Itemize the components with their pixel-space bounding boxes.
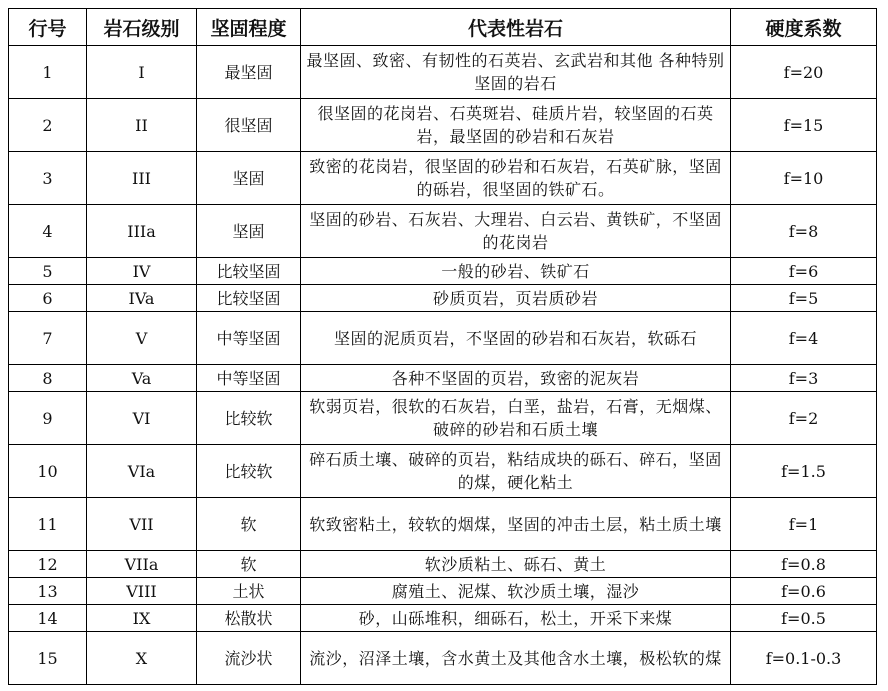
row-number: 6 xyxy=(9,285,87,312)
representative-rocks: 坚固的泥质页岩，不坚固的砂岩和石灰岩，软砾石 xyxy=(301,312,731,365)
row-number: 2 xyxy=(9,99,87,152)
table-row xyxy=(9,312,877,365)
rock-grade: I xyxy=(87,46,197,99)
header-representative-rocks: 代表性岩石 xyxy=(301,9,731,46)
representative-rocks: 各种不坚固的页岩，致密的泥灰岩 xyxy=(301,365,731,392)
rock-grade: IV xyxy=(87,258,197,285)
rock-grade: VII xyxy=(87,498,197,551)
strength: 软 xyxy=(197,551,301,578)
strength: 土状 xyxy=(197,578,301,605)
rock-grade: VIIa xyxy=(87,551,197,578)
hardness-coefficient: f=10 xyxy=(731,152,877,205)
table-row xyxy=(9,285,877,312)
strength: 坚固 xyxy=(197,152,301,205)
table-row xyxy=(9,445,877,498)
hardness-coefficient: f=1.5 xyxy=(731,445,877,498)
hardness-coefficient: f=6 xyxy=(731,258,877,285)
strength: 很坚固 xyxy=(197,99,301,152)
strength: 中等坚固 xyxy=(197,365,301,392)
strength: 比较坚固 xyxy=(197,285,301,312)
representative-rocks: 砂，山砾堆积，细砾石，松土，开采下来煤 xyxy=(301,605,731,632)
rock-grade: V xyxy=(87,312,197,365)
strength: 最坚固 xyxy=(197,46,301,99)
row-number: 13 xyxy=(9,578,87,605)
row-number: 5 xyxy=(9,258,87,285)
row-number: 14 xyxy=(9,605,87,632)
hardness-coefficient: f=20 xyxy=(731,46,877,99)
rock-grade: IVa xyxy=(87,285,197,312)
rock-grade: X xyxy=(87,632,197,685)
hardness-coefficient: f=0.8 xyxy=(731,551,877,578)
table-row xyxy=(9,99,877,152)
rock-grade: Va xyxy=(87,365,197,392)
representative-rocks: 很坚固的花岗岩、石英斑岩、硅质片岩，较坚固的石英岩，最坚固的砂岩和石灰岩 xyxy=(301,99,731,152)
table-row xyxy=(9,392,877,445)
rock-grade: VIII xyxy=(87,578,197,605)
rock-grade: II xyxy=(87,99,197,152)
table-row xyxy=(9,498,877,551)
row-number: 9 xyxy=(9,392,87,445)
row-number: 7 xyxy=(9,312,87,365)
rock-grade: VI xyxy=(87,392,197,445)
representative-rocks: 碎石质土壤、破碎的页岩，粘结成块的砾石、碎石，坚固的煤，硬化粘土 xyxy=(301,445,731,498)
rock-grade: VIa xyxy=(87,445,197,498)
table-row xyxy=(9,551,877,578)
row-number: 8 xyxy=(9,365,87,392)
table-row xyxy=(9,152,877,205)
hardness-coefficient: f=0.1-0.3 xyxy=(731,632,877,685)
strength: 比较软 xyxy=(197,445,301,498)
representative-rocks: 腐殖土、泥煤、软沙质土壤，湿沙 xyxy=(301,578,731,605)
header-rock-grade: 岩石级别 xyxy=(87,9,197,46)
hardness-coefficient: f=0.6 xyxy=(731,578,877,605)
strength: 比较坚固 xyxy=(197,258,301,285)
strength: 坚固 xyxy=(197,205,301,258)
row-number: 11 xyxy=(9,498,87,551)
rock-grade: IIIa xyxy=(87,205,197,258)
hardness-coefficient: f=8 xyxy=(731,205,877,258)
table-row xyxy=(9,605,877,632)
hardness-coefficient: f=15 xyxy=(731,99,877,152)
representative-rocks: 砂质页岩，页岩质砂岩 xyxy=(301,285,731,312)
strength: 流沙状 xyxy=(197,632,301,685)
row-number: 15 xyxy=(9,632,87,685)
table-row xyxy=(9,365,877,392)
representative-rocks: 致密的花岗岩，很坚固的砂岩和石灰岩，石英矿脉，坚固的砾岩，很坚固的铁矿石。 xyxy=(301,152,731,205)
rock-grade: III xyxy=(87,152,197,205)
header-hardness-coefficient: 硬度系数 xyxy=(731,9,877,46)
strength: 中等坚固 xyxy=(197,312,301,365)
table-row xyxy=(9,205,877,258)
row-number: 1 xyxy=(9,46,87,99)
strength: 比较软 xyxy=(197,392,301,445)
row-number: 3 xyxy=(9,152,87,205)
header-row-number: 行号 xyxy=(9,9,87,46)
representative-rocks: 软致密粘土，较软的烟煤，坚固的冲击土层，粘土质土壤 xyxy=(301,498,731,551)
row-number: 4 xyxy=(9,205,87,258)
strength: 软 xyxy=(197,498,301,551)
table-row xyxy=(9,46,877,99)
row-number: 10 xyxy=(9,445,87,498)
hardness-coefficient: f=5 xyxy=(731,285,877,312)
hardness-coefficient: f=1 xyxy=(731,498,877,551)
hardness-coefficient: f=3 xyxy=(731,365,877,392)
hardness-coefficient: f=2 xyxy=(731,392,877,445)
row-number: 12 xyxy=(9,551,87,578)
representative-rocks: 最坚固、致密、有韧性的石英岩、玄武岩和其他 各种特别坚固的岩石 xyxy=(301,46,731,99)
representative-rocks: 坚固的砂岩、石灰岩、大理岩、白云岩、黄铁矿，不坚固的花岗岩 xyxy=(301,205,731,258)
representative-rocks: 一般的砂岩、铁矿石 xyxy=(301,258,731,285)
rock-hardness-table xyxy=(8,8,877,685)
representative-rocks: 软弱页岩，很软的石灰岩，白垩，盐岩，石膏，无烟煤、破碎的砂岩和石质土壤 xyxy=(301,392,731,445)
table-row xyxy=(9,632,877,685)
hardness-coefficient: f=0.5 xyxy=(731,605,877,632)
table-row xyxy=(9,258,877,285)
header-strength: 坚固程度 xyxy=(197,9,301,46)
representative-rocks: 流沙，沼泽土壤，含水黄土及其他含水土壤，极松软的煤 xyxy=(301,632,731,685)
table-row xyxy=(9,578,877,605)
rock-grade: IX xyxy=(87,605,197,632)
strength: 松散状 xyxy=(197,605,301,632)
hardness-coefficient: f=4 xyxy=(731,312,877,365)
representative-rocks: 软沙质粘土、砾石、黄土 xyxy=(301,551,731,578)
table-header-row xyxy=(9,9,877,46)
